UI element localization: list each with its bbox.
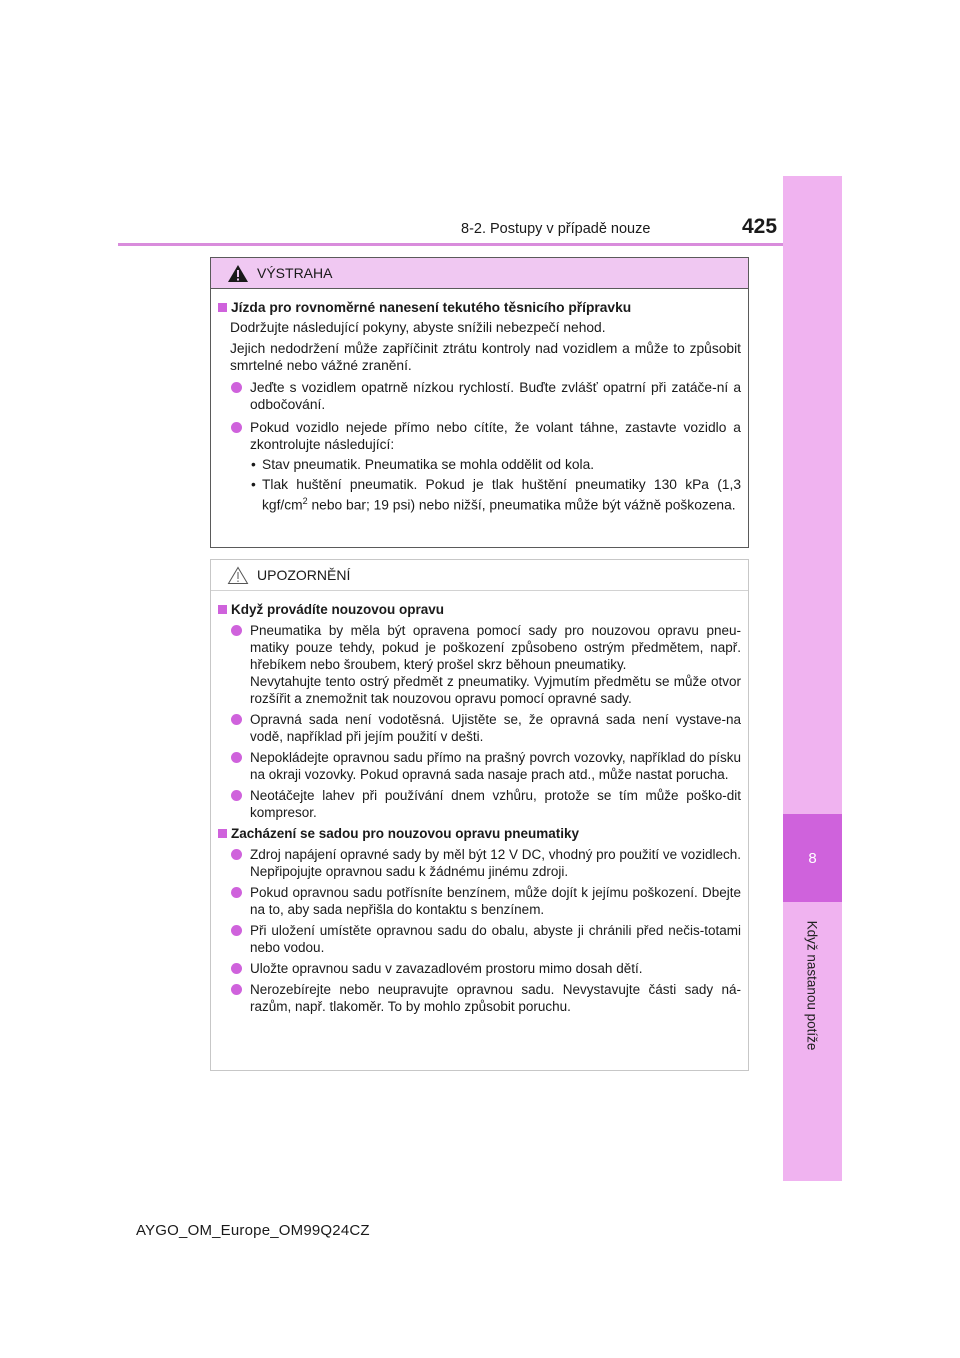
warning-sub-item xyxy=(218,476,741,514)
bullet-text: Pneumatika by měla být opravena pomocí sady pro nouzovou opravu pneu-matiky pouze tehdy, pokud je poškození způsobeno ostrým předmětem, např. hřebíkem nebo šroubem, který prošel skrz běhoun pneumatiky. xyxy=(250,623,741,672)
caution-bullet: Uložte opravnou sadu v zavazadlovém prostoru mimo dosah dětí. xyxy=(218,960,741,977)
section-title: 8-2. Postupy v případě nouze xyxy=(461,221,651,237)
page-number: 425 xyxy=(742,215,778,238)
warning-intro-line: Jejich nedodržení může zapříčinit ztrátu kontroly nad vozidlem a může to způsobit smrtelné nebo vážné zranění. xyxy=(230,340,741,373)
caution-heading: Zacházení se sadou pro nouzovou opravu pneumatiky xyxy=(218,825,741,842)
chapter-number-tab xyxy=(783,814,842,902)
warning-box xyxy=(210,257,749,548)
caution-triangle-icon xyxy=(227,566,249,585)
caution-heading: Když provádíte nouzovou opravu xyxy=(218,601,741,618)
chapter-title-vertical xyxy=(773,920,851,1050)
warning-bullet: Pokud vozidlo nejede přímo nebo cítíte, že volant táhne, zastavte vozidlo a zkontrolujte následující: xyxy=(218,419,741,454)
caution-bullet xyxy=(218,622,741,707)
caution-bullet: Opravná sada není vodotěsná. Ujistěte se, že opravná sada není vystave-na vodě, například při jejím použití v dešti. xyxy=(218,711,741,745)
caution-bullet: Nepokládejte opravnou sadu přímo na prašný povrch vozovky, například do písku na okraji vozovky. Pokud opravná sada nasaje prach atd., může nastat porucha. xyxy=(218,749,741,783)
superscript: 2 xyxy=(302,495,308,506)
caution-title: UPOZORNĚNÍ xyxy=(257,567,351,583)
caution-bullet: Zdroj napájení opravné sady by měl být 12 V DC, vhodný pro použití ve vozidlech. Nepřipojujte opravnou sadu k žádnému jinému zdroji. xyxy=(218,846,741,880)
chapter-number: 8 xyxy=(808,849,817,867)
header-divider xyxy=(118,243,784,246)
sub-item-text: nebo bar; 19 psi) nebo nižší, pneumatika může být vážně poškozena. xyxy=(307,497,736,513)
caution-header xyxy=(211,560,748,591)
warning-heading: Jízda pro rovnoměrné nanesení tekutého těsnicího přípravku xyxy=(218,299,741,316)
warning-bullet: Jeďte s vozidlem opatrně nízkou rychlostí. Buďte zvlášť opatrní při zatáče-ní a odbočování. xyxy=(218,379,741,414)
warning-sub-item: • Stav pneumatik. Pneumatika se mohla oddělit od kola. xyxy=(218,456,741,473)
warning-intro-line: Dodržujte následující pokyny, abyste snížili nebezpečí nehod. xyxy=(230,320,606,336)
document-id-footer: AYGO_OM_Europe_OM99Q24CZ xyxy=(136,1222,370,1239)
sub-item-text: Tlak huštění pneumatik. Pokud je tlak huštění pneumatiky 130 kPa (1,3 kgf/cm xyxy=(262,476,741,513)
chapter-title: Když nastanou potíže xyxy=(804,920,820,1050)
warning-header xyxy=(211,258,748,289)
caution-bullet: Pokud opravnou sadu potřísníte benzínem, může dojít k jejímu poškození. Dbejte na to, aby sada nepřišla do kontaktu s benzínem. xyxy=(218,884,741,918)
bullet-text-continuation: Nevytahujte tento ostrý předmět z pneumatiky. Vyjmutím předmětu se může otvor rozšířit a znemožnit tak nouzovou opravu pomocí opravné sady. xyxy=(250,674,741,706)
caution-bullet: Neotáčejte lahev při používání dnem vzhůru, protože se tím může poško-dit kompresor. xyxy=(218,787,741,821)
warning-title: VÝSTRAHA xyxy=(257,265,333,281)
caution-bullet: Při uložení umístěte opravnou sadu do obalu, abyste ji chránili před nečis-totami nebo vodou. xyxy=(218,922,741,956)
caution-bullet: Nerozebírejte nebo neupravujte opravnou sadu. Nevystavujte části sady ná-razům, např. tlakoměr. To by mohlo způsobit poruchu. xyxy=(218,981,741,1015)
caution-box xyxy=(210,559,749,1071)
warning-triangle-icon xyxy=(227,264,249,283)
